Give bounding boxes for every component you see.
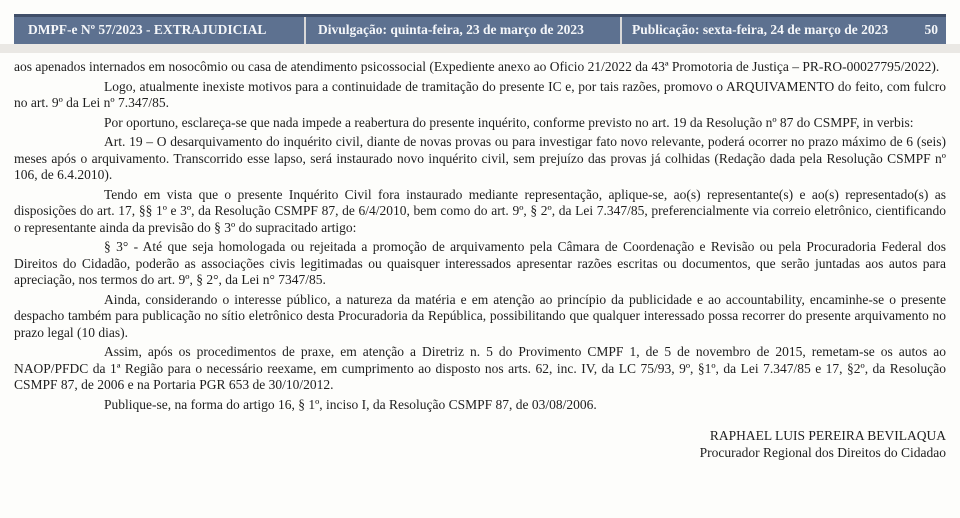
paragraph-citation-art19: Art. 19 – O desarquivamento do inquérito civil, diante de novas provas ou para investigar fato novo relevante, poderá ocorrer no prazo máximo de 6 (seis) meses após o arquivamento. Transcorrido esse lapso, será instaurado novo inquérito civil, sem prejuízo das provas já colhidas (Redação dada pela Resolução CSMPF nº 106, de 6.4.2010). [14, 134, 946, 182]
paragraph-continuation: aos apenados internados em nosocômio ou casa de atendimento psicossocial (Expediente anexo ao Oficio 21/2022 da 43ª Promotoria de Justiça – PR-RO-00027795/2022). [14, 59, 940, 74]
paragraph: Por oportuno, esclareça-se que nada impede a reabertura do presente inquérito, conforme previsto no art. 19 da Resolução nº 87 do CSMPF, in verbis: [104, 114, 914, 130]
paragraph: Logo, atualmente inexiste motivos para a continuidade de tramitação do presente IC e, por tais razões, promovo o ARQUIVAMENTO do feito, com fulcro no art. 9º da Lei nº 7.347/85. [14, 78, 946, 110]
header-divider-band [0, 44, 960, 53]
edition-label: DMPF-e Nº 57/2023 - EXTRAJUDICIAL [28, 22, 267, 37]
paragraph-publique-se: Publique-se, na forma do artigo 16, § 1º, inciso I, da Resolução CSMPF 87, de 03/08/2006. [104, 396, 597, 412]
paragraph: Ainda, considerando o interesse público, a natureza da matéria e em atenção ao princípio da publicidade e ao accountability, encaminhe-se o presente despacho também para publicação no sítio eletrônico desta Procuradoria da República, possibilitando que qualquer interessado possa recorrer do presente arquivamento no prazo legal (10 dias). [14, 291, 946, 340]
signature-block [14, 428, 946, 461]
paragraph: Assim, após os procedimentos de praxe, em atenção a Diretriz n. 5 do Provimento CMPF 1, de 5 de novembro de 2015, remetam-se os autos ao NAOP/PFDC da 1ª Região para o necessário reexame, em cumprimento ao disposto nos arts. 62, inc. IV, da LC 75/93, 9º, §1º, da Lei 7.347/85 e 17, §2º, da Resolução CSMPF 87, de 2006 e na Portaria PGR 653 de 30/10/2012. [14, 344, 946, 392]
divulgacao-date-label: Divulgação: quinta-feira, 23 de março de 2023 [304, 17, 620, 44]
paragraph-citation-par3: § 3° - Até que seja homologada ou rejeitada a promoção de arquivamento pela Câmara de Coordenação e Revisão ou pela Procuradoria Federal dos Direitos do Cidadão, poderão as associações civis legitimadas ou quaisquer interessados apresentar razões escritas ou documentos, que serão juntadas aos autos para apreciação, nos termos do art. 9º, § 2°, da Lei n° 7347/85. [14, 239, 946, 287]
signer-title: Procurador Regional dos Direitos do Cidadao [699, 444, 946, 460]
gazette-header-bar [14, 14, 946, 44]
page-number: 50 [924, 22, 938, 37]
publicacao-cell [620, 17, 946, 44]
publicacao-date-label: Publicação: sexta-feira, 24 de março de 2023 [632, 22, 889, 37]
paragraph: Tendo em vista que o presente Inquérito Civil fora instaurado mediante representação, aplique-se, ao(s) representante(s) e ao(s) representado(s) as disposições do art. 17, §§ 1º e 3º, da Resolução CSMPF 87, de 6/4/2010, bem como do art. 9º, § 2º, da Lei 7.347/85, preferencialmente via correio eletrônico, cientificando o representante ainda da previsão do § 3º do supracitado artigo: [14, 186, 946, 235]
signer-name: RAPHAEL LUIS PEREIRA BEVILAQUA [709, 428, 946, 443]
document-body [14, 59, 946, 461]
